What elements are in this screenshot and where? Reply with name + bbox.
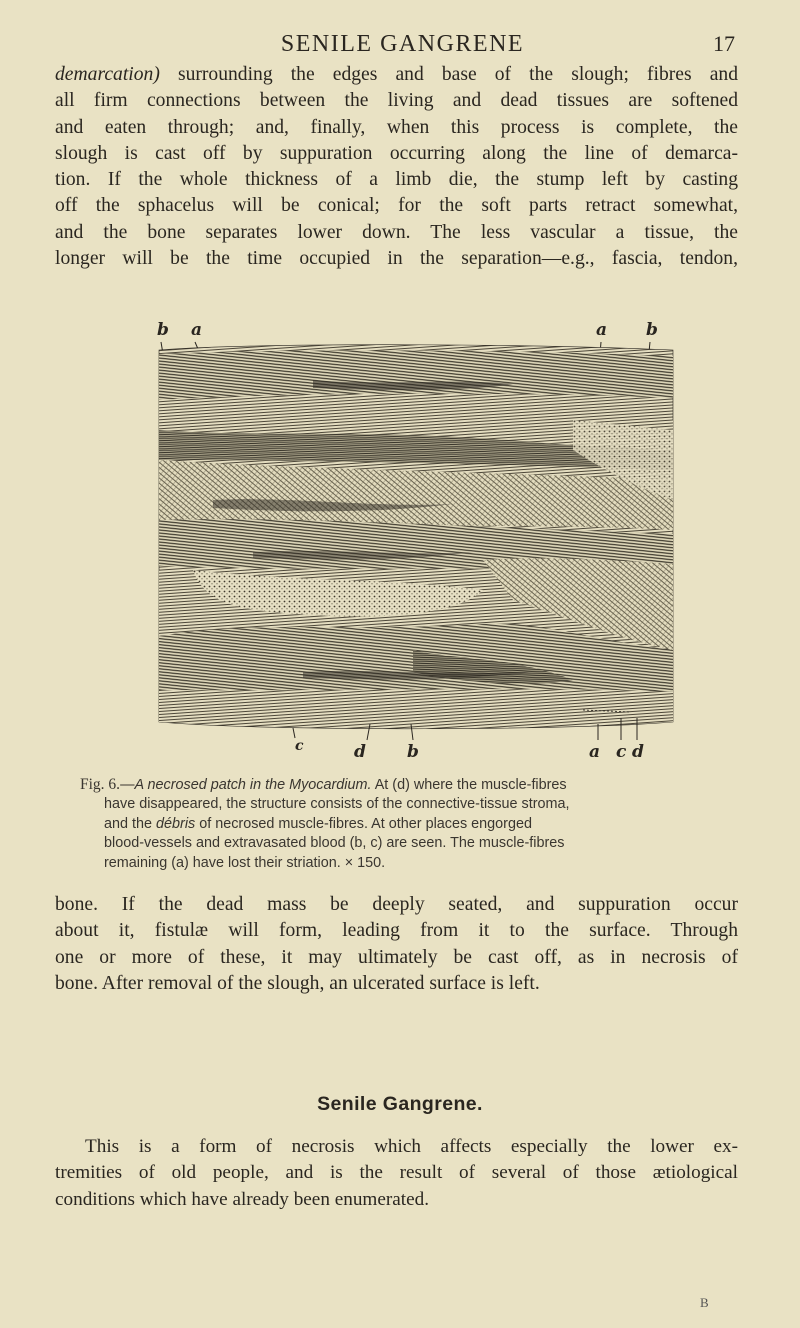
myocardium-figure xyxy=(153,320,675,764)
caption-text: of necrosed muscle-fibres. At other places engorged xyxy=(195,815,532,832)
italic-term: demarcation) xyxy=(55,64,160,85)
text-line: off the sphacelus will be conical; for the soft parts retract somewhat, xyxy=(55,195,738,217)
caption-line: blood-vessels and extravasated blood (b, c) are seen. The muscle-fibres xyxy=(104,835,565,852)
micrograph-illustration xyxy=(153,320,675,764)
text-line: longer will be the time occupied in the separation—e.g., fascia, tendon, xyxy=(55,248,738,270)
text-line: This is a form of necrosis which affects especially the lower ex- xyxy=(85,1136,738,1157)
figure-label-b: b xyxy=(407,742,419,762)
figure-label-d: d xyxy=(632,742,644,762)
text-line: all firm connections between the living and dead tissues are softened xyxy=(55,90,738,112)
paragraph-senile-gangrene xyxy=(55,1134,738,1213)
section-heading: Senile Gangrene. xyxy=(317,1093,483,1115)
figure-label-c: c xyxy=(295,738,304,754)
caption-line: remaining (a) have lost their striation. × 150. xyxy=(104,854,386,871)
text-line: slough is cast off by suppuration occurring along the line of demarca- xyxy=(55,142,738,164)
paragraph-demarcation xyxy=(55,62,738,272)
text-line: about it, fistulæ will form, leading from it to the surface. Through xyxy=(55,920,738,942)
caption-line xyxy=(80,815,740,834)
signature-mark: B xyxy=(700,1295,709,1310)
text-line: conditions which have already been enumerated. xyxy=(55,1188,430,1210)
figure-label-c: c xyxy=(616,742,627,762)
figure-label-a: a xyxy=(589,742,601,762)
text-line: tion. If the whole thickness of a limb die, the stump left by casting xyxy=(55,169,738,191)
paragraph-bone xyxy=(55,892,738,997)
running-head xyxy=(70,31,735,63)
text-line xyxy=(55,62,738,88)
text-line: tremities of old people, and is the result of several of those ætiological xyxy=(55,1162,738,1184)
text-line: and eaten through; and, finally, when this process is complete, the xyxy=(55,116,738,138)
figure-caption xyxy=(80,775,740,873)
line-text: surrounding the edges and base of the slough; fibres and xyxy=(159,64,738,85)
caption-text: At (d) where the muscle-fibres xyxy=(371,777,567,793)
text-line: bone. After removal of the slough, an ulcerated surface is left. xyxy=(55,972,540,994)
figure-label-a: a xyxy=(596,320,608,340)
text-line: bone. If the dead mass be deeply seated, and suppuration occur xyxy=(55,894,738,915)
running-title: SENILE GANGRENE xyxy=(280,31,525,57)
caption-text: and the xyxy=(104,815,157,832)
text-line: one or more of these, it may ultimately be cast off, as in necrosis of xyxy=(55,946,738,968)
caption-title: A necrosed patch in the Myocardium. xyxy=(134,777,372,793)
page-number: 17 xyxy=(713,31,735,56)
figure-label-d: d xyxy=(354,742,366,762)
figure-number: Fig. 6. xyxy=(80,776,121,793)
figure-label-b: b xyxy=(157,320,169,340)
caption-line: have disappeared, the structure consists of the connective-tissue stroma, xyxy=(104,796,570,813)
caption-line: Fig. 6.—A necrosed patch in the Myocardium. At (d) where the muscle-fibres xyxy=(80,776,567,793)
figure-label-b: b xyxy=(646,320,658,340)
figure-label-a: a xyxy=(191,320,203,340)
text-line: and the bone separates lower down. The less vascular a tissue, the xyxy=(55,221,738,243)
caption-italic: débris xyxy=(156,815,196,832)
